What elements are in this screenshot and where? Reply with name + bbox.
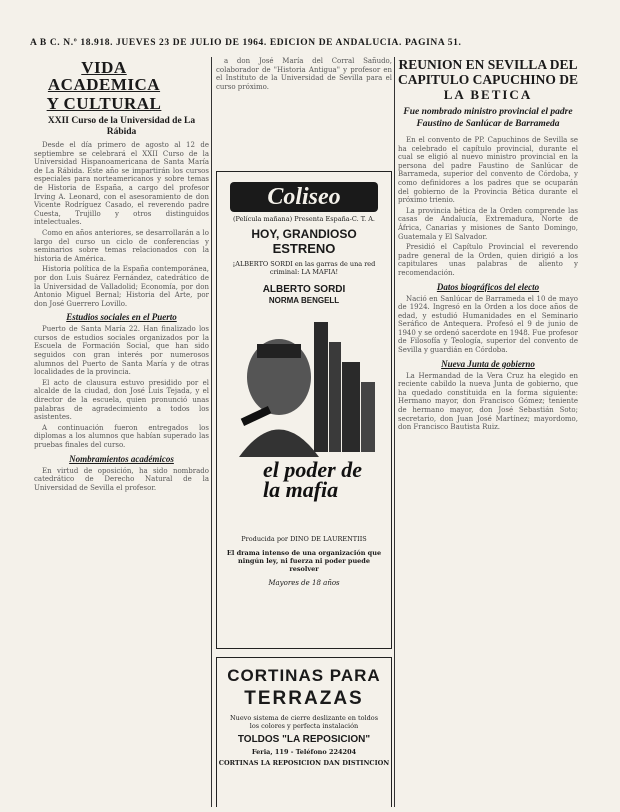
column-ads bbox=[216, 57, 392, 807]
ad2-tagline: CORTINAS LA REPOSICION DAN DISTINCION bbox=[218, 759, 390, 767]
paragraph: Desde el día primero de agosto al 12 de septiembre se celebrará el XXII Curso de la Universidad Hispanoamericana de Santa María de La Rábida. Este año se impartirán los cursos especiales para norteamericanos y sobre temas de Historia de España, a cargo del profesor Irving A. Leonard, con el asesoramiento de don Vicente Rodríguez Casado, el reverendo padre Cuesta, Trujillo y otros distinguidos intelectuales. bbox=[34, 141, 209, 227]
film-poster bbox=[229, 282, 379, 532]
coliseo-logo: Coliseo bbox=[230, 182, 378, 212]
paragraph: En virtud de oposición, ha sido nombrado catedrático de Derecho Natural de la Universidad de Sevilla el profesor. bbox=[34, 466, 209, 492]
page-header: A B C. N.º 18.918. JUEVES 23 DE JULIO DE 1964. EDICION DE ANDALUCIA. PAGINA 51. bbox=[30, 38, 462, 48]
column-rule bbox=[394, 57, 395, 807]
paragraph: Presidió el Capítulo Provincial el reverendo padre general de la Orden, quien dirigió a los capitulares unas palabras de aliento y recomendación. bbox=[398, 243, 578, 277]
paragraph: Como en años anteriores, se desarrollarán a lo largo del curso un ciclo de conferencias y seminarios sobre temas relacionados con la historia de América. bbox=[34, 228, 209, 263]
paragraph: Puerto de Santa María 22. Han finalizado los cursos de estudios sociales organizados por la Escuela de Formación Social, que han sido seguidos con gran interés por numerosos alumnos del Puerto de Santa María y de otras localidades de la provincia. bbox=[34, 325, 209, 377]
ad2-brand: TOLDOS "LA REPOSICION" bbox=[237, 734, 371, 745]
actor-shoulders bbox=[239, 430, 319, 458]
column-capuchin bbox=[398, 57, 578, 807]
kicker-line-1: VIDA ACADEMICA bbox=[47, 58, 161, 94]
subsection-heading: Nueva Junta de gobierno bbox=[441, 358, 535, 369]
section-kicker bbox=[34, 59, 174, 112]
subsection-heading: Datos biográficos del electo bbox=[436, 281, 540, 292]
column-rule bbox=[211, 57, 212, 807]
paragraph: La Hermandad de la Vera Cruz ha elegido en reciente cabildo la nueva Junta de gobierno, que ha quedado constituida en la forma siguiente: Hermano mayor, don Francisco Gómez; teniente de hermano mayor, don José Sebastián Soto; secretario, don Juan José Martínez; mayordomo, don Francisco Bautista Ruiz. bbox=[398, 371, 578, 432]
paragraph: a don José María del Corral Sañudo, colaborador de "Historia Antigua" y profesor en el Instituto de la Universidad de Sevilla para el curso próximo. bbox=[216, 57, 392, 91]
ad-estreno: ESTRENO bbox=[272, 241, 336, 256]
ad2-line-2: TERRAZAS bbox=[244, 688, 364, 709]
ad-hoy: HOY, GRANDIOSO bbox=[251, 227, 357, 241]
ad-age-rating: Mayores de 18 años bbox=[268, 579, 340, 587]
ad2-description: Nuevo sistema de cierre deslizante en toldos los colores y perfecta instalación bbox=[229, 714, 379, 730]
actor-hair bbox=[257, 344, 301, 358]
ad-bottom-text: El drama intenso de una organización que ningún ley, ni fuerza ni poder puede resolver bbox=[226, 549, 382, 573]
skyscraper bbox=[314, 322, 328, 452]
poster-actor-1: ALBERTO SORDI bbox=[262, 284, 346, 295]
skyscraper bbox=[361, 382, 375, 452]
article-subhead: XXII Curso de la Universidad de La Rábida bbox=[47, 116, 196, 137]
skyscraper bbox=[342, 362, 360, 452]
subsection-heading: Estudios sociales en el Puerto bbox=[66, 312, 177, 323]
film-title: el poder de la mafia bbox=[263, 457, 362, 502]
headline-deck: Fue nombrado ministro provincial el padre Faustino de Sanlúcar de Barrameda bbox=[403, 107, 573, 129]
ad2-address: Feria, 119 - Teléfono 224204 bbox=[251, 748, 357, 756]
poster-actor-2: NORMA BENGELL bbox=[268, 296, 340, 305]
cinema-advertisement bbox=[216, 171, 392, 649]
paragraph: Historia política de la España contemporánea, por don Luis Suárez Fernández, catedrático de la Universidad de Valladolid; Economía, por don Antonio Miguel Bernal; Historia del Arte, por don José Guerrero Lovillo. bbox=[34, 265, 209, 308]
ad2-line-1: CORTINAS PARA bbox=[227, 666, 381, 685]
kicker-line-2: Y CULTURAL bbox=[46, 94, 162, 113]
ad-presents: (Película mañana) Presenta España-C. T. A. bbox=[232, 215, 375, 223]
paragraph: La provincia bética de la Orden comprende las casas de Andalucía, Extremadura, Norte de África, Canarias y misiones de Santo Domingo, Guatemala y El Salvador. bbox=[398, 206, 578, 241]
paragraph: A continuación fueron entregados los diplomas a los alumnos que habían superado las pruebas finales del curso. bbox=[34, 423, 209, 449]
pistol bbox=[241, 406, 272, 426]
subsection-heading: Nombramientos académicos bbox=[69, 453, 174, 464]
headline-line-3: LA BETICA bbox=[443, 87, 533, 102]
paragraph: Nació en Sanlúcar de Barrameda el 10 de mayo de 1924. Ingresó en la Orden a los doce años de edad, y estudió Humanidades en el Seminario Seráfico de Antequera. Profesó el 9 de junio de 1940 y se ordenó sacerdote en 1948. Fue profesor de Filosofía y Teología, superior del convento de Sevilla y guardián en Córdoba. bbox=[398, 294, 578, 355]
column-academic bbox=[34, 57, 209, 807]
paragraph: En el convento de PP. Capuchinos de Sevilla se ha celebrado el capítulo provincial, durante el cual se eligió al nuevo ministro provincial en la persona del padre Faustino de Sanlúcar de Barrameda, superior del convento de Córdoba, y como definidores a los padres que se ocuparán del gobierno de la Provincia Bética durante el próximo trienio. bbox=[398, 136, 578, 205]
ad-tagline: ¡ALBERTO SORDI en las garras de una red criminal: LA MAFIA! bbox=[232, 260, 376, 276]
ad-producer: Producida por DINO DE LAURENTIIS bbox=[241, 535, 367, 543]
headline-line-2: CAPITULO CAPUCHINO DE bbox=[398, 72, 578, 87]
curtains-advertisement bbox=[216, 657, 392, 807]
paragraph: El acto de clausura estuvo presidido por el alcalde de la ciudad, don José Luis Tejada, y el director de la escuela, quien pronunció unas palabras de agradecimiento a todos los asistentes. bbox=[34, 378, 209, 422]
skyscraper bbox=[329, 342, 341, 452]
headline-line-1: REUNION EN SEVILLA DEL bbox=[398, 57, 578, 72]
